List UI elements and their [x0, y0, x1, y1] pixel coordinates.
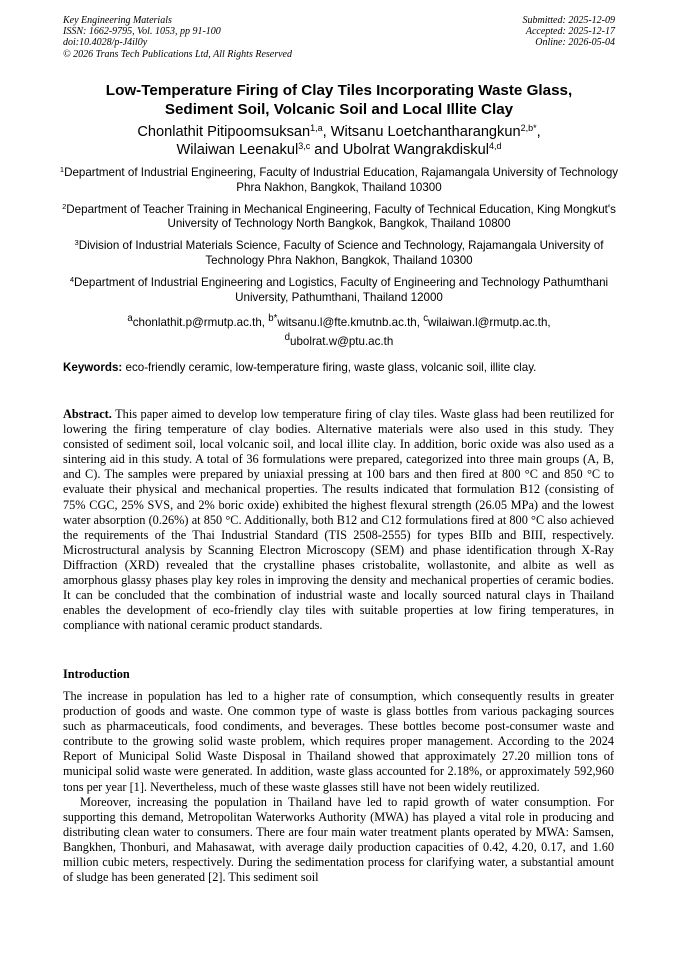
title-line-1: Low-Temperature Firing of Clay Tiles Incorporating Waste Glass,	[105, 82, 573, 99]
date-accepted: Accepted: 2025-12-17	[525, 26, 615, 38]
paragraph: Moreover, increasing the population in Thailand have led to rapid growth of water consumption. For supporting this demand, Metropolitan Waterworks Authority (MWA) has played a vital role in producing and distributing clean water to consumers. There are four main water treatment plants operated by MWA: Samsen, Bangkhen, Thonburi, and Mahasawat, with average daily production capacities of 0.42, 4.20, 0.17, and 1.60 million cubic meters, respectively. During the sedimentation process for clarifying water, a substantial amount of sludge has been generated [2]. This sediment soil	[63, 794, 614, 885]
title-line-2: Sediment Soil, Volcanic Soil and Local Illite Clay	[164, 100, 514, 118]
author-sup: 1,a	[310, 123, 323, 133]
affiliation	[50, 203, 628, 233]
author-name: Witsanu Loetchantharangkun	[330, 124, 521, 140]
date-online: Online: 2026-05-04	[535, 37, 615, 49]
affiliation	[50, 239, 628, 269]
email-sup: b*	[268, 313, 278, 325]
keywords-label: Keywords:	[63, 361, 123, 374]
author-name: Chonlathit Pitipoomsuksan	[137, 124, 311, 140]
paragraph: The increase in population has led to a higher rate of consumption, which consequently results in greater production of goods and waste. One common type of waste is glass bottles from various packaging sources such as pharmaceuticals, food condiments, and beverages. These bottles become post-consumer waste and contribute to the growing solid waste problem, which requires proper management. According to the 2024 Report of Municipal Solid Waste Disposal in Thailand showed that approximately 27.20 million tons of municipal solid waste were generated. In addition, waste glass accounted for 2.18%, or approximately 592,960 tons per year [1]. Nevertheless, much of these waste glasses still have not been widely reutilized.	[63, 689, 614, 794]
section-heading-introduction: Introduction	[63, 667, 130, 681]
author-sup: 2,b*	[520, 123, 537, 133]
email-link[interactable]: witsanu.l@fte.kmutnb.ac.th,	[277, 316, 424, 330]
affiliation-text: Department of Industrial Engineering and Logistics, Faculty of Engineering and Technology Pathumthani University, Pathumthani, Thailand 12000	[74, 275, 609, 304]
author-name: Ubolrat Wangrakdiskul	[342, 142, 489, 159]
affiliation-sup: 4	[69, 274, 75, 284]
keywords-text: eco-friendly ceramic, low-temperature firing, waste glass, volcanic soil, illite clay.	[122, 361, 537, 374]
date-submitted: Submitted: 2025-12-09	[522, 15, 615, 26]
author-emails	[50, 312, 628, 349]
email-link[interactable]: chonlathit.p@rmutp.ac.th,	[132, 316, 269, 330]
journal-doi: doi:10.4028/p-J4il0y	[63, 37, 148, 49]
author-separator: ,	[536, 124, 541, 140]
email-sup: c	[423, 313, 429, 325]
journal-copyright: © 2026 Trans Tech Publications Ltd, All Rights Reserved	[63, 48, 292, 60]
affiliation-sup: 2	[62, 201, 67, 211]
journal-issn: ISSN: 1662-9795, Vol. 1053, pp 91-100	[63, 26, 221, 38]
affiliation-text: Department of Teacher Training in Mechanical Engineering, Faculty of Technical Education, King Mongkut's University of Technology North Bangkok, Bangkok, Thailand 10800	[66, 202, 616, 231]
email-sup: d	[284, 332, 291, 344]
affiliation-sup: 3	[74, 238, 79, 248]
paper-title	[50, 82, 628, 119]
journal-name: Key Engineering Materials	[63, 15, 172, 26]
author-name: Wilaiwan Leenakul	[176, 142, 299, 159]
abstract-text: This paper aimed to develop low temperature firing of clay tiles. Waste glass had been reutilized for lowering the firing temperature of clay bodies. Alternative materials were also used in this study. They consisted of sediment soil, local volcanic soil, and local illite clay. In addition, boric oxide was also used as a sintering aid in this study. A total of 36 formulations were prepared, categorized into three main groups (A, B, and C). The samples were prepared by uniaxial pressing at 100 bars and then fired at 800 °C and 850 °C to evaluate their physical and mechanical properties. The results indicated that formulation B12 (consisting of 75% CGC, 25% SVS, and 2% boric oxide) exhibited the highest flexural strength (26.05 MPa) and the lowest water absorption (0.26%) at 850 °C. Additionally, both B12 and C12 formulations fired at 800 °C also achieved the requirements of the Thai Industrial Standard (TIS 2508-2555) for types BIIb and BIII, respectively. Microstructural analysis by Scanning Electron Microscopy (SEM) and phase identification through X-Ray Diffraction (XRD) revealed that the crystalline phases cristobalite, wollastonite, and albite as well as amorphous glassy phases play key roles in improving the density and mechanical properties of ceramic bodies. It can be concluded that the combination of industrial waste and locally sourced natural clays in Thailand enables the development of eco-friendly clay tiles with suitable properties at low firing temperatures, in compliance with national ceramic product standards.	[63, 407, 614, 633]
abstract	[63, 407, 614, 633]
author-separator: ,	[322, 124, 331, 140]
email-link[interactable]: ubolrat.w@ptu.ac.th	[290, 334, 394, 348]
journal-info	[63, 15, 292, 60]
affiliation-text: Department of Industrial Engineering, Faculty of Industrial Education, Rajamangala University of Technology Phra Nakhon, Bangkok, Thailand 10300	[64, 166, 619, 194]
affiliation	[50, 166, 628, 196]
email-sup: a	[127, 313, 133, 325]
keywords	[63, 360, 623, 375]
title-block	[50, 82, 628, 160]
introduction-body	[63, 689, 614, 885]
affiliation	[50, 276, 628, 306]
email-link[interactable]: wilaiwan.l@rmutp.ac.th,	[428, 316, 551, 330]
abstract-label: Abstract.	[63, 407, 112, 421]
author-separator: and	[310, 142, 343, 159]
affiliations	[50, 166, 628, 350]
author-sup: 4,d	[488, 141, 502, 152]
affiliation-sup: 1	[59, 165, 65, 174]
affiliation-text: Division of Industrial Materials Science, Faculty of Science and Technology, Rajamangala University of Technology Phra Nakhon, Bangkok, Thailand 10300	[78, 239, 604, 267]
publication-dates	[523, 15, 616, 49]
author-sup: 3,c	[298, 141, 311, 152]
author-list	[50, 123, 628, 160]
